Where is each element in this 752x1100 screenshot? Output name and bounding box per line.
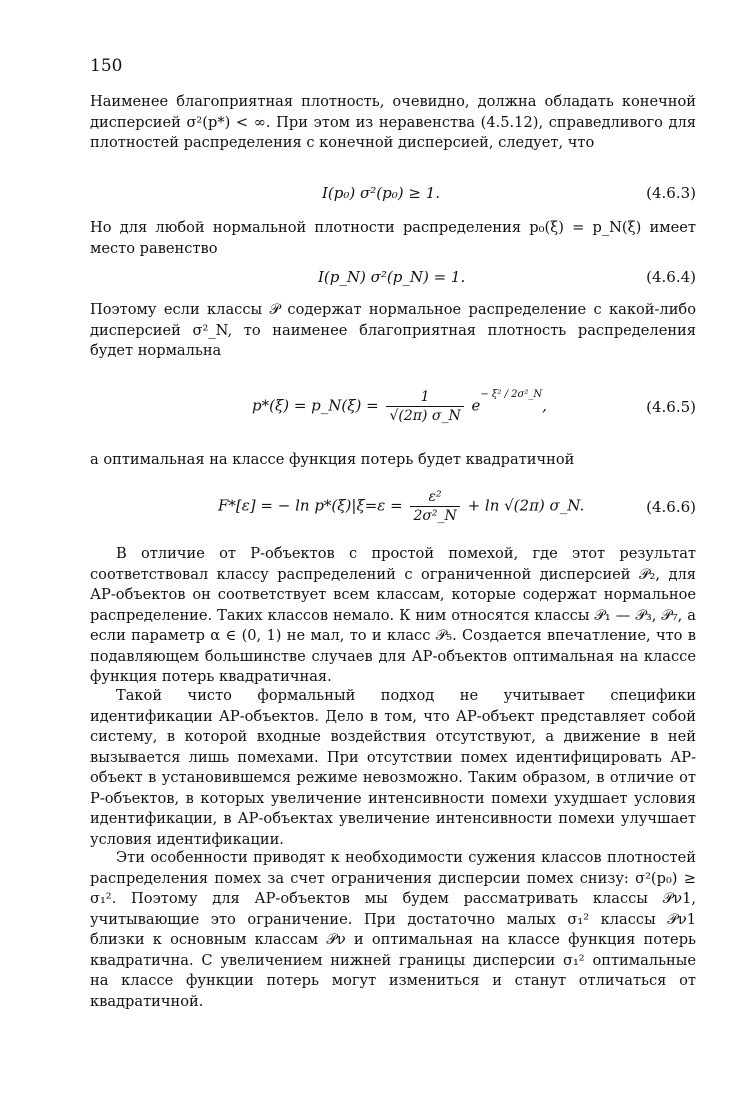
equation-formula	[252, 388, 547, 425]
paragraph-6: Такой чисто формальный подход не учитывает специфики идентификации АР-объектов. Дело в том, что АР-объект представляет собой систему, в которой входные воздействия отсутствуют, а движение в ней вызывается лишь помехами. При отсутствии помех идентифицировать АР-объект в установившемся режиме невозможно. Таким образом, в отличие от Р-объектов, в которых увеличение интенсивности помехи ухудшает условия идентификации, в АР-объектах увеличение интенсивности помехи улучшает условия идентификации.	[90, 687, 696, 848]
paragraph-2: Но для любой нормальной плотности распределения p₀(ξ) = p_N(ξ) имеет место равенство	[90, 219, 696, 257]
equation-tail: ,	[542, 396, 547, 415]
paragraph-7: Эти особенности приводят к необходимости сужения классов плотностей распределения помех за счет ограничения дисперсии помех снизу: σ²(p₀) ≥ σ₁². Поэтому для АР-объектов мы будем рассматривать классы 𝒫ν1, учитывающие это ограничение. При достаточно малых σ₁² классы 𝒫ν1 близки к основным классам 𝒫ν и оптимальная на классе функция потерь квадратична. С увеличением нижней границы дисперсии σ₁² оптимальные на классе функции потерь могут измениться и станут отличаться от квадратичной.	[90, 849, 696, 1010]
paragraph-3: Поэтому если классы 𝒫 содержат нормальное распределение с какой-либо дисперсией σ²_N, то наименее благоприятная плотность распределения будет нормальна	[90, 301, 696, 359]
fraction-denominator: √(2π) σ_N	[389, 408, 461, 424]
equation-number: (4.6.4)	[646, 268, 696, 286]
equation-4-6-3	[90, 184, 696, 210]
paragraph-4: а оптимальная на классе функция потерь будет квадратичной	[90, 451, 575, 468]
fraction	[386, 388, 463, 425]
equation-number: (4.6.5)	[646, 398, 696, 416]
equation-4-6-5	[90, 380, 696, 430]
equation-4-6-4	[90, 268, 696, 294]
fraction-denominator: 2σ²_N	[413, 508, 457, 524]
page-number: 150	[90, 56, 123, 76]
equation-number: (4.6.3)	[646, 184, 696, 202]
exp-base: e	[471, 396, 481, 415]
paragraph-1: Наименее благоприятная плотность, очевидно, должна обладать конечной дисперсией σ²(p*) < ∞. При этом из неравенства (4.5.12), справедливого для плотностей распределения с конечной дисперсией, следует, что	[90, 93, 696, 151]
paragraph-5: В отличие от Р-объектов с простой помехой, где этот результат соответствовал классу распределений с ограниченной дисперсией 𝒫₂, для АР-объектов он соответствует всем классам, которые содержат нормальное распределение. Таких классов немало. К ним относятся классы 𝒫₁ — 𝒫₃, 𝒫₇, а если параметр α ∈ (0, 1) не мал, то и класс 𝒫₅. Создается впечатление, что в подавляющем большинстве случаев для АР-объектов оптимальная на классе функция потерь квадратичная.	[90, 545, 696, 685]
equation-formula: I(p₀) σ²(p₀) ≥ 1.	[322, 184, 441, 202]
fraction	[410, 488, 459, 525]
equation-formula: I(p_N) σ²(p_N) = 1.	[318, 268, 466, 286]
fraction-numerator: 1	[386, 388, 463, 407]
equation-number: (4.6.6)	[646, 498, 696, 516]
equation-formula	[218, 488, 584, 525]
equation-lhs: F*[ε] = − ln p*(ξ)|ξ=ε =	[218, 496, 403, 515]
equation-4-6-6	[90, 486, 696, 536]
equation-lhs: p*(ξ) = p_N(ξ) =	[252, 396, 379, 415]
equation-tail: + ln √(2π) σ_N.	[467, 496, 585, 515]
exponent: − ξ² / 2σ²_N	[480, 388, 543, 400]
fraction-numerator: ε²	[410, 488, 459, 507]
